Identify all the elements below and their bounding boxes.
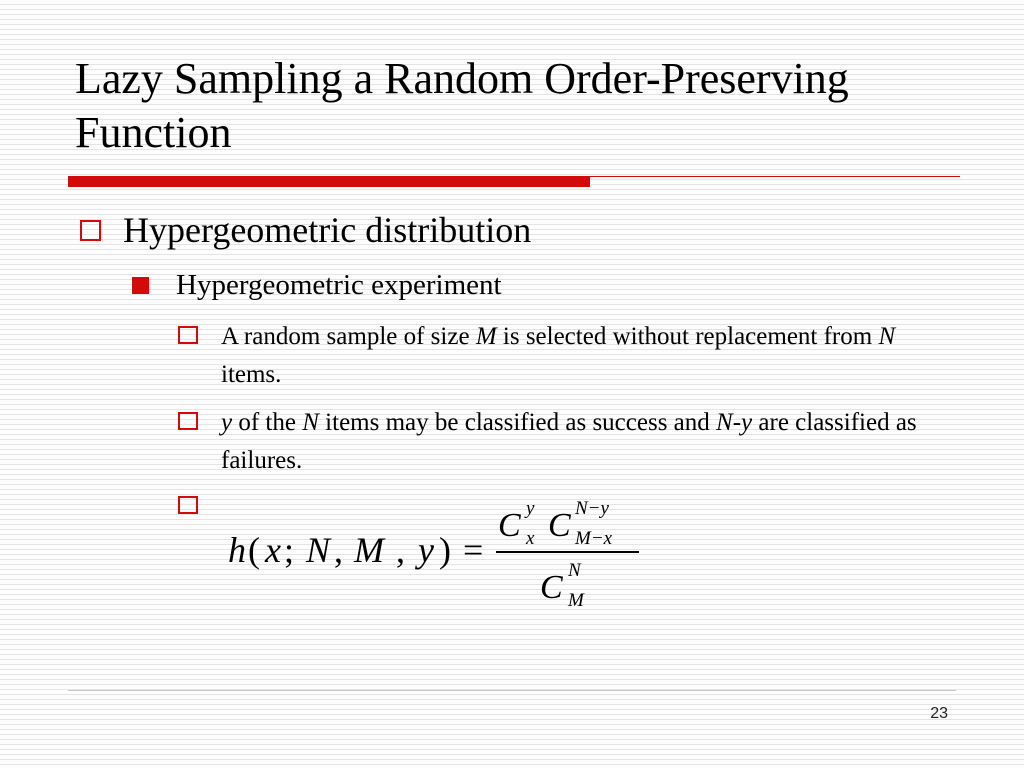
- formula-den-sub: M: [568, 590, 584, 611]
- bullet-level3-sample: [178, 318, 938, 394]
- formula-comma-1: ,: [334, 530, 343, 570]
- formula-num-C1-sub: x: [526, 528, 535, 549]
- page-number: 23: [930, 705, 948, 722]
- hollow-square-icon: [80, 220, 101, 241]
- hollow-square-icon: [178, 496, 198, 514]
- formula-fraction-bar: [496, 551, 639, 553]
- bullet-level3-classification-text: y of the N items may be classified as success and N-y are classified as failures.: [221, 409, 917, 474]
- formula-num-C2-sub: M−x: [575, 528, 613, 549]
- title-underline-thin: [590, 176, 960, 177]
- bullet-level2: [132, 267, 502, 303]
- bullet-level3-classification: [178, 404, 938, 480]
- formula-semicolon: ;: [284, 530, 295, 570]
- formula-den-sup: N: [568, 560, 581, 581]
- formula-num-C2: C: [548, 507, 571, 544]
- hollow-square-icon: [178, 326, 198, 344]
- formula-num-C2-sup: N−y: [575, 498, 609, 519]
- title-underline-thick: [68, 176, 590, 187]
- hypergeometric-formula: [228, 494, 668, 614]
- formula-num-C1: C: [498, 507, 521, 544]
- formula-comma-2: ,: [396, 530, 405, 570]
- formula-y: y: [418, 530, 434, 570]
- bullet-level1: [80, 208, 531, 252]
- hollow-square-icon: [178, 412, 198, 430]
- formula-open-paren: (: [248, 530, 260, 570]
- formula-N: N: [306, 530, 331, 570]
- formula-den-C: C: [540, 569, 563, 606]
- solid-square-icon: [132, 277, 149, 294]
- formula-close-paren: ): [439, 530, 451, 570]
- bullet-level2-text: Hypergeometric experiment: [176, 269, 502, 301]
- formula-x: x: [265, 530, 281, 570]
- formula-h: h: [228, 530, 246, 570]
- slide-title: Lazy Sampling a Random Order-Preserving Function: [75, 54, 849, 157]
- footer-rule: [68, 690, 956, 691]
- bullet-level1-text: Hypergeometric distribution: [123, 210, 532, 250]
- formula-M: M: [354, 530, 384, 570]
- formula-num-C1-sup: y: [526, 498, 535, 519]
- formula-equals: =: [463, 530, 484, 570]
- bullet-level3-sample-text: A random sample of size M is selected without replacement from N items.: [221, 323, 896, 388]
